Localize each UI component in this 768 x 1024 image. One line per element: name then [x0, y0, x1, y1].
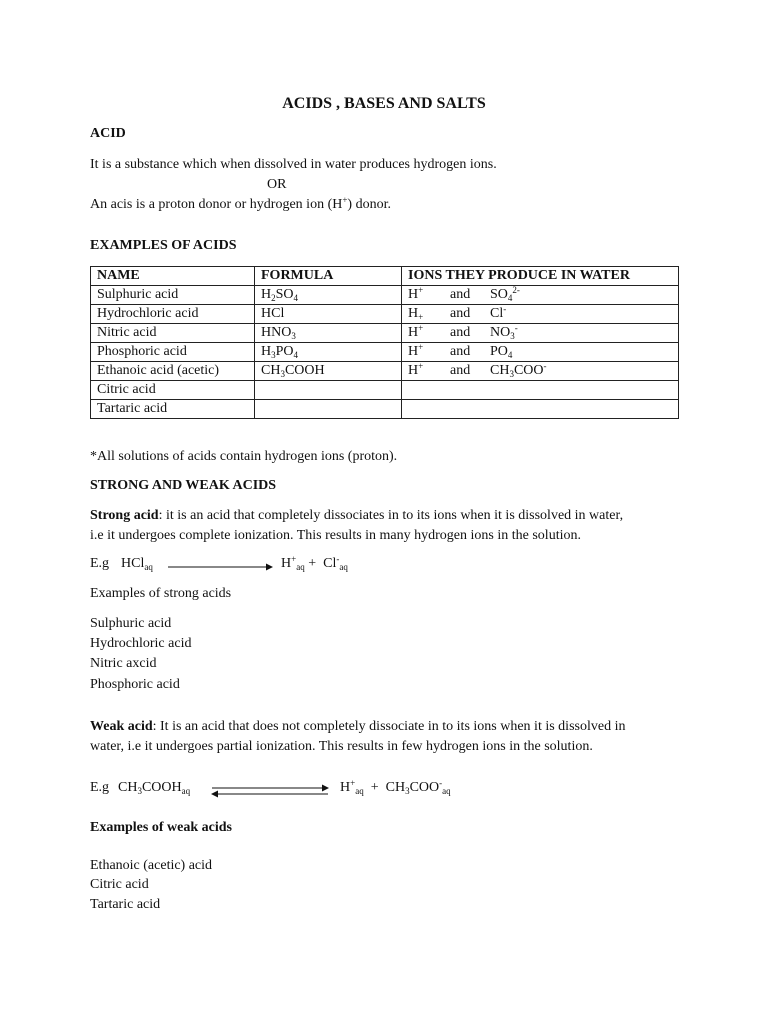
- cell-formula: HCl: [255, 305, 402, 324]
- weak-reactant: $CH_3COOH_{aq}$: [118, 780, 191, 796]
- table-row: [91, 343, 679, 362]
- strong-examples-label: Examples of strong acids: [90, 586, 232, 601]
- cell-name: Tartaric acid: [91, 400, 255, 419]
- cell-ions: H+ and $NO_3^-$: [402, 324, 679, 343]
- table-row: [91, 381, 679, 400]
- strong-weak-heading: STRONG AND WEAK ACIDS: [90, 478, 277, 493]
- forward-arrow-icon: [166, 561, 274, 573]
- list-item: Nitric axcid: [90, 656, 157, 671]
- cell-ions: H+ and $CH_3COO^-$: [402, 362, 679, 381]
- cell-name: Citric acid: [91, 381, 255, 400]
- acid-note: *All solutions of acids contain hydrogen ions (proton).: [90, 449, 398, 464]
- cell-ions: [402, 381, 679, 400]
- table-row: [91, 286, 679, 305]
- strong-products: $H^+_{aq} + Cl^-_{aq}$: [281, 554, 348, 572]
- cell-formula: [255, 381, 402, 400]
- list-item: Sulphuric acid: [90, 616, 172, 631]
- table-row: [91, 400, 679, 419]
- table-row: [91, 324, 679, 343]
- table-header-row: [91, 267, 679, 286]
- cell-name: Nitric acid: [91, 324, 255, 343]
- list-item: Tartaric acid: [90, 897, 161, 912]
- strong-reactant: HCl$_{aq}$: [121, 556, 153, 572]
- cell-name: Sulphuric acid: [91, 286, 255, 305]
- weak-acid-definition: Weak acid: It is an acid that does not completely dissociate in to its ions when it is dissolved in: [90, 719, 626, 734]
- cell-formula: [255, 400, 402, 419]
- acid-definition-2: An acis is a proton donor or hydrogen ion (H+) donor.: [90, 195, 391, 212]
- header-ions: IONS THEY PRODUCE IN WATER: [402, 267, 679, 286]
- list-item: Ethanoic (acetic) acid: [90, 858, 213, 873]
- acids-table: [90, 266, 679, 419]
- weak-acid-definition-2: water, i.e it undergoes partial ionization. This results in few hydrogen ions in the solution.: [90, 739, 593, 754]
- page-title: ACIDS , BASES AND SALTS: [282, 95, 486, 112]
- or-label: OR: [267, 177, 287, 192]
- weak-eg-label: E.g: [90, 780, 110, 795]
- acid-definition-1: It is a substance which when dissolved in water produces hydrogen ions.: [90, 157, 497, 172]
- cell-name: Ethanoic acid (acetic): [91, 362, 255, 381]
- list-item: Phosphoric acid: [90, 677, 180, 692]
- strong-acid-definition-2: i.e it undergoes complete ionization. This results in many hydrogen ions in the solution.: [90, 528, 581, 543]
- cell-name: Hydrochloric acid: [91, 305, 255, 324]
- strong-acid-definition: Strong acid: it is an acid that completely dissociates in to its ions when it is dissolved in water,: [90, 508, 624, 523]
- list-item: Citric acid: [90, 877, 149, 892]
- weak-examples-label: Examples of weak acids: [90, 820, 232, 835]
- table-row: [91, 362, 679, 381]
- acid-heading: ACID: [90, 126, 126, 141]
- weak-products: $H^+_{aq} + CH_3COO^-_{aq}$: [340, 778, 451, 796]
- table-row: [91, 305, 679, 324]
- cell-ions: H+ and $SO_4^{2-}$: [402, 286, 679, 305]
- equilibrium-arrow-icon: [209, 781, 331, 801]
- cell-ions: $H_+$ and Cl-: [402, 305, 679, 324]
- examples-heading: EXAMPLES OF ACIDS: [90, 238, 237, 253]
- cell-formula: $H_2SO_4$: [255, 286, 402, 305]
- list-item: Hydrochloric acid: [90, 636, 192, 651]
- cell-ions: H+ and $PO_4$: [402, 343, 679, 362]
- header-formula: FORMULA: [255, 267, 402, 286]
- cell-formula: $CH_3COOH$: [255, 362, 402, 381]
- cell-formula: $H_3PO_4$: [255, 343, 402, 362]
- header-name: NAME: [91, 267, 255, 286]
- cell-name: Phosphoric acid: [91, 343, 255, 362]
- strong-eg-label: E.g: [90, 556, 110, 571]
- cell-formula: $HNO_3$: [255, 324, 402, 343]
- cell-ions: [402, 400, 679, 419]
